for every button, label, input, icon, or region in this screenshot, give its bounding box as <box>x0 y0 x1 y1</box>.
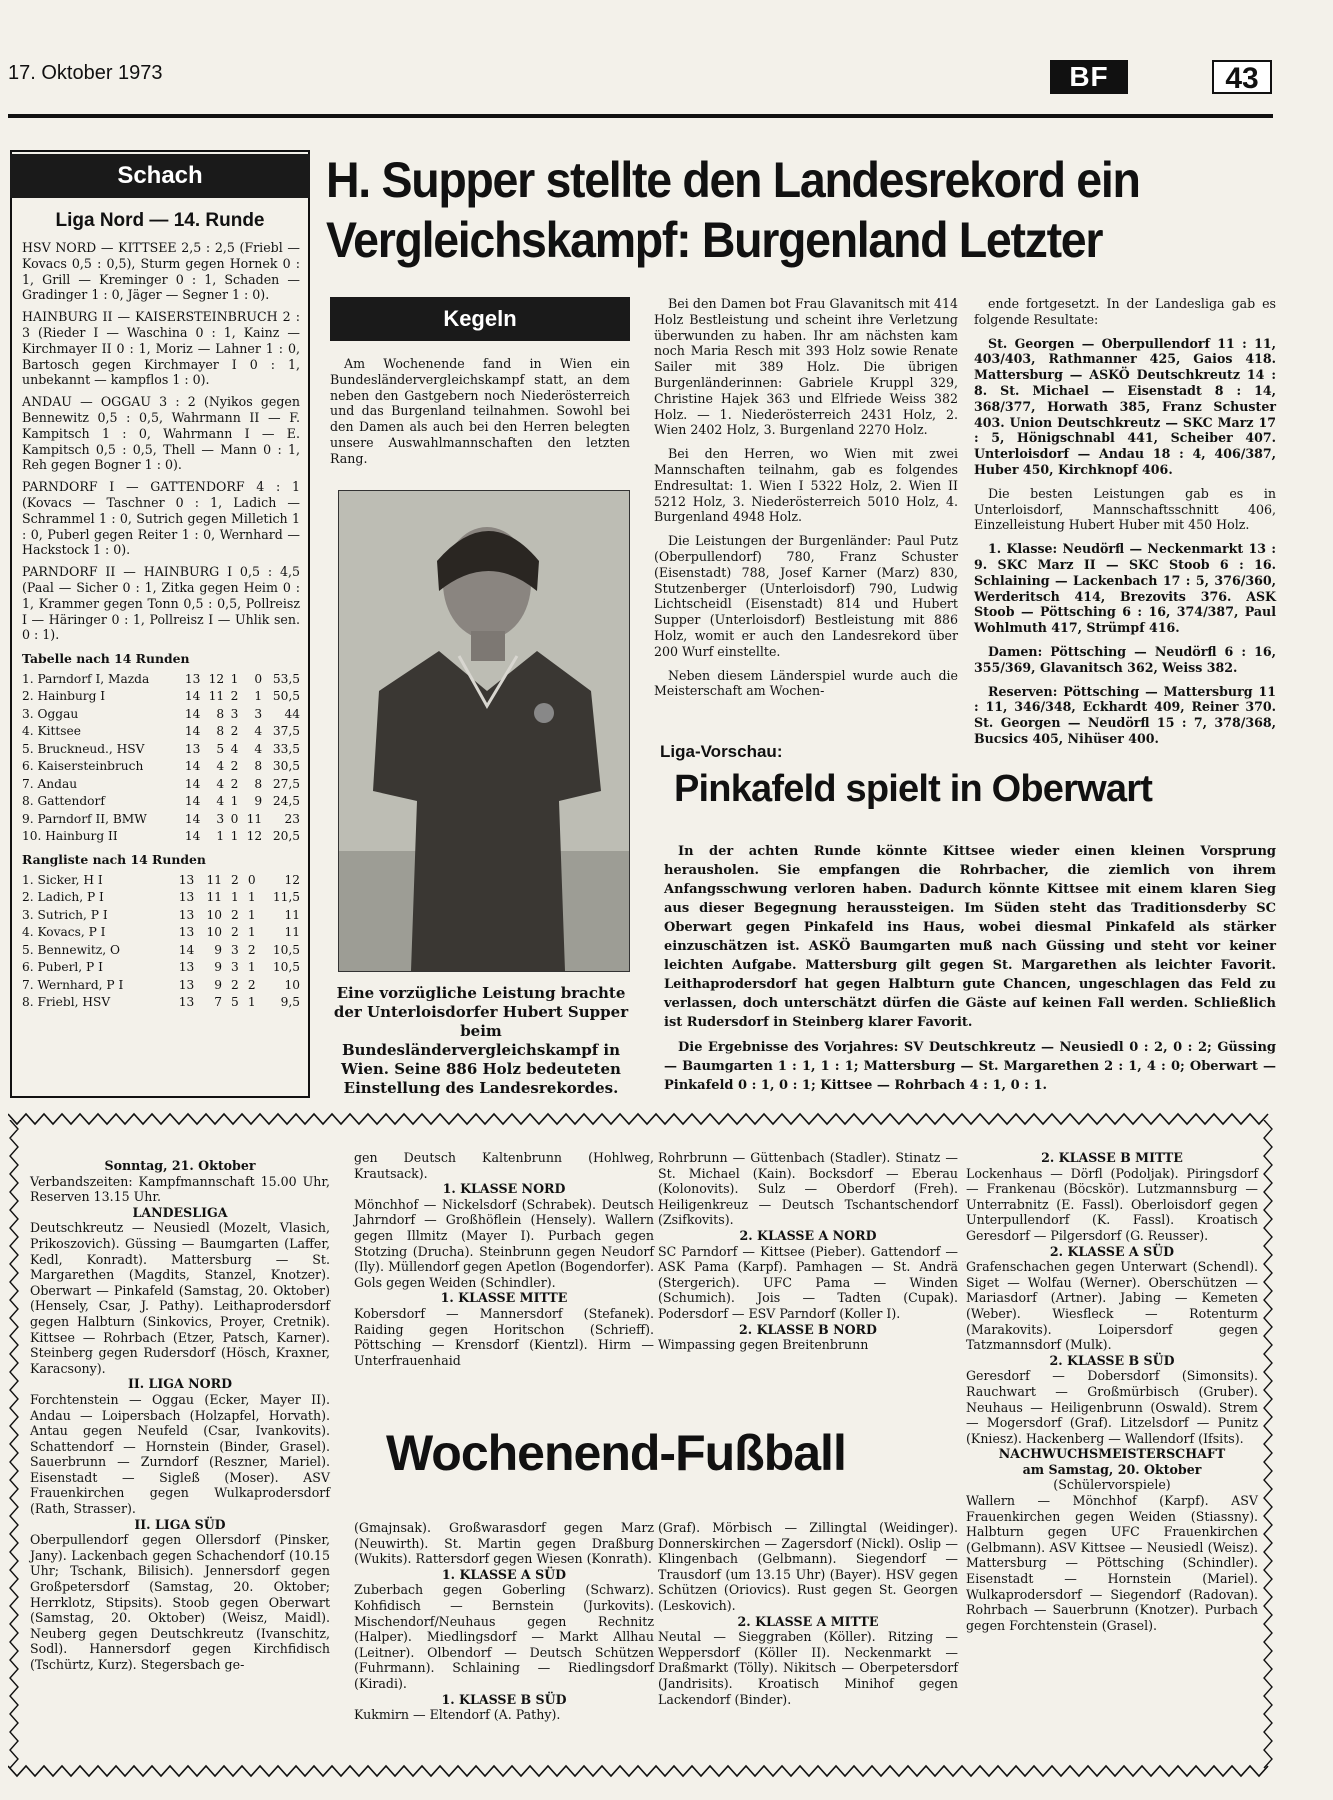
chess-result: PARNDORF II — HAINBURG I 0,5 : 4,5 (Paal — Sicher 0 : 1, Zitka gegen Heim 0 : 1, Krammer gegen Tonn 0,5 : 0,5, Pollreisz I — Häringer 0 : 1, Pollreisz I — Uhlik sen. 0 : 1). <box>22 564 300 643</box>
headline-line-1: H. Supper stellte den Landesrekord ein <box>326 152 1140 208</box>
team-name: 7. Wernhard, P I <box>22 977 124 992</box>
stat-cell: 12 <box>246 829 263 844</box>
stat-cell: 2 <box>230 689 239 704</box>
stat-cell: 2 <box>247 942 256 957</box>
stat-cell: 14 <box>184 759 201 774</box>
preview-results: Die Ergebnisse des Vorjahres: SV Deutschkreutz — Neusiedl 0 : 2, 0 : 2; Güssing — Baumgarten 1 : 1, 1 : 1; Mattersburg — St. Margarethen 2 : 1, 4 : 0; Oberwart — Pinkafeld 0 : 1, 0 : 1; Kittsee — Rohrbach 4 : 1, 0 : 1. <box>664 1040 1276 1093</box>
stat-cell: 27,5 <box>272 776 300 791</box>
league-heading: II. LIGA SÜD <box>134 1516 226 1532</box>
stat-cell: 2 <box>231 977 239 992</box>
league-heading: 2. KLASSE A SÜD <box>1049 1243 1175 1259</box>
ranking-row <box>22 889 300 907</box>
stat-cell: 2 <box>230 759 239 774</box>
stat-cell: 13 <box>178 995 195 1010</box>
ranking-row <box>22 977 300 995</box>
stat-cell: 30,5 <box>272 759 300 774</box>
fixture-list: Mönchhof — Nickelsdorf (Schrabek). Deutsch Jahrndorf — Großhöflein (Hensely). Wallern gegen Illmitz (Mayer I). Purbach gegen Stotzing (Drucha). Steinbrunn gegen Neudorf (Ily). Müllendorf gegen Apetlon (Bogendorfer). Gols gegen Weiden (Schindler). <box>354 1196 654 1290</box>
paragraph: Neben diesem Länderspiel wurde auch die Meisterschaft am Wochen- <box>654 667 958 699</box>
headline-line-2: Vergleichskampf: Burgenland Letzter <box>326 212 1103 268</box>
chess-section-title: Schach <box>10 154 310 198</box>
stat-cell: 0 <box>247 872 256 887</box>
player-photo <box>338 490 630 972</box>
zigzag-border-left <box>8 1120 20 1770</box>
stat-cell: 3 <box>254 706 263 721</box>
stat-cell: 8 <box>216 706 225 721</box>
stat-cell: 11 <box>206 890 223 905</box>
team-name: 5. Bennewitz, O <box>22 942 120 957</box>
stat-cell: 12 <box>284 872 300 887</box>
stat-cell: 1 <box>247 995 256 1010</box>
league-heading: LANDESLIGA <box>132 1204 228 1220</box>
stat-cell: 9,5 <box>280 995 300 1010</box>
stat-cell: 50,5 <box>272 689 300 704</box>
league-heading: II. LIGA NORD <box>127 1376 233 1392</box>
stat-cell: 14 <box>184 724 201 739</box>
standings-row <box>22 671 300 689</box>
league-heading: 2. KLASSE B NORD <box>739 1321 877 1337</box>
stat-cell: 2 <box>231 925 239 940</box>
ranking-row <box>22 994 300 1012</box>
fixture-list: Neutal — Sieggraben (Köller). Ritzing — Weppersdorf (Köller II). Neckenmarkt — Draßmarkt (Tölly). Nikitsch — Oberpetersdorf (Jandrisits). Kroatisch Minihof gegen Lackendorf (Binder). <box>658 1629 958 1707</box>
page-number: 43 <box>1212 60 1272 94</box>
league-heading: 2. KLASSE B SÜD <box>1049 1352 1175 1368</box>
intro-text: Am Wochenende fand in Wien ein Bundesländervergleichskampf statt, an dem neben den Gastgebern noch Niederösterreich und das Burgenland teilnahmen. Sowohl bei den Damen als auch bei den Herren belegten unsere Auswahlmannschaften den letzten Rang. <box>330 356 630 466</box>
stat-cell: 14 <box>184 794 201 809</box>
fixture-list: Kobersdorf — Mannersdorf (Stefanek). Raiding gegen Horitschon (Schrieff). Pöttsching — Krensdorf (Kientzl). Hirm — Unterfrauenhaid <box>354 1305 654 1368</box>
fixture-list: Kukmirn — Eltendorf (A. Pathy). <box>354 1707 561 1723</box>
league-heading: 1. KLASSE MITTE <box>440 1290 568 1306</box>
stat-cell: 13 <box>184 741 201 756</box>
ranking-row <box>22 907 300 925</box>
fixture-list: Deutschkreutz — Neusiedl (Mozelt, Vlasich, Prikoszovich). Güssing — Baumgarten (Laffer, Kedl, Konradt). Mattersburg — St. Margarethen (Magdits, Stanzel, Knotzer). Oberwart — Pinkafeld (Samstag, 20. Oktober) (Hensely, Csar, J. Pathy). Leithaprodersdorf gegen Halbturn (Sinkovics, Proyer, Cretnik). Kittsee — Rohrbach (Etzer, Patsch, Karner). Steinberg gegen Rudersdorf (Hösch, Kraxner, Karacsony). <box>30 1220 330 1376</box>
stat-cell: 2 <box>231 872 239 887</box>
stat-cell: 14 <box>184 829 201 844</box>
stat-cell: 10 <box>284 977 300 992</box>
stat-cell: 10,5 <box>272 942 300 957</box>
standings-row <box>22 741 300 759</box>
paragraph: 1. Klasse: Neudörfl — Neckenmarkt 13 : 9. SKC Marz II — SKC Stoob 6 : 16. Schlaining — Lackenbach 17 : 5, 376/360, Werderitsch 414, Brezovits 376. ASK Stoob — Pöttsching 6 : 16, 374/387, Paul Wohlmuth 417, Strümpf 416. <box>974 541 1276 636</box>
team-name: 6. Kaisersteinbruch <box>22 759 144 774</box>
team-name: 4. Kovacs, P I <box>22 925 106 940</box>
team-name: 1. Sicker, H I <box>22 872 103 887</box>
stat-cell: 11,5 <box>272 890 300 905</box>
stat-cell: 2 <box>230 776 239 791</box>
fixture-list: Grafenschachen gegen Unterwart (Schendl). Siget — Wolfau (Werner). Oberschützen — Mariasdorf (Artner). Jabing — Kemeten (Weber). Wiesfleck — Rotenturm (Marakovits). Loipersdorf gegen Tatzmannsdorf (Mulk). <box>966 1259 1258 1353</box>
ranking-row <box>22 924 300 942</box>
stat-cell: 3 <box>231 942 239 957</box>
stat-cell: 7 <box>214 995 223 1010</box>
stat-cell: 14 <box>184 706 201 721</box>
stat-cell: 9 <box>254 794 263 809</box>
fixtures-column-2-bottom <box>354 1520 654 1723</box>
stat-cell: 1 <box>247 890 256 905</box>
fixture-list: Oberpullendorf gegen Ollersdorf (Pinsker, Jany). Lackenbach gegen Schachendorf (10.15 Uhr; Tschank, Bilisich). Jennersdorf gegen Großpetersdorf (Samstag, 20. Oktober; Herrklotz, Stipsits). Stoob gegen Oberwart (Samstag, 20. Oktober) (Weisz, Maidl). Neuberg gegen Deutschkreutz (Ivanschitz, Sodl). Hannersdorf gegen Kirchfidisch (Tschürtz, Kurz). Stegersbach ge- <box>30 1532 330 1672</box>
paragraph: Bei den Herren, wo Wien mit zwei Mannschaften teilnahm, gab es folgendes Endresultat: 1. Wien I 5322 Holz, 2. Wien II 5212 Holz, 3. Niederösterreich 5010 Holz, 4. Burgenland 4948 Holz. <box>654 446 958 525</box>
stat-cell: 23 <box>284 811 300 826</box>
fixture-list: Wimpassing gegen Breitenbrunn <box>658 1337 869 1353</box>
stat-cell: 14 <box>184 776 201 791</box>
stat-cell: 1 <box>230 794 239 809</box>
fixtures-column-1 <box>30 1158 330 1673</box>
kegeln-section-title: Kegeln <box>330 297 630 341</box>
team-name: 9. Parndorf II, BMW <box>22 811 147 826</box>
stat-cell: 24,5 <box>272 794 300 809</box>
chess-result: HAINBURG II — KAISERSTEINBRUCH 2 : 3 (Rieder I — Waschina 0 : 1, Kainz — Kirchmayer II 0 : 1, Moriz — Lahner 1 : 0, Bartosch gegen Kirchmayer I 0 : 1, unbekannt — kampflos 1 : 0). <box>22 309 300 388</box>
ranking-row <box>22 942 300 960</box>
stat-cell: 13 <box>178 872 195 887</box>
league-heading: 2. KLASSE A NORD <box>739 1227 877 1243</box>
stat-cell: 0 <box>230 811 239 826</box>
kegeln-intro <box>330 356 630 475</box>
team-name: 7. Andau <box>22 776 78 791</box>
paragraph: Damen: Pöttsching — Neudörfl 6 : 16, 355/369, Glavanitsch 362, Weiss 382. <box>974 643 1276 675</box>
league-heading: 1. KLASSE NORD <box>442 1181 566 1197</box>
stat-cell: 13 <box>178 907 195 922</box>
stat-cell: 3 <box>231 960 239 975</box>
standings-row <box>22 758 300 776</box>
paragraph: Reserven: Pöttsching — Mattersburg 11 : 11, 346/348, Eckhardt 409, Reiner 370. St. Georgen — Neudörfl 15 : 7, 378/368, Bucsics 405, Nihüser 400. <box>974 683 1276 746</box>
fixture-list: Forchtenstein — Oggau (Ecker, Mayer II). Andau — Loipersbach (Holzapfel, Horvath). Antau gegen Neufeld (Csar, Ivankovits). Schattendorf — Hornstein (Binder, Grasel). Sauerbrunn — Zurndorf (Reszner, Mariel). Eisenstadt — Sigleß (Moser). ASV Frauenkirchen gegen Wulkaprodersdorf (Rath, Strasser). <box>30 1391 330 1517</box>
zigzag-border-top <box>8 1110 1273 1128</box>
stat-cell: 4 <box>216 759 225 774</box>
standings-row <box>22 706 300 724</box>
chess-round-title: Liga Nord — 14. Runde <box>55 210 265 231</box>
stat-cell: 13 <box>178 977 195 992</box>
stat-cell: 13 <box>184 671 201 686</box>
fixtures-column-2-top <box>354 1150 654 1368</box>
team-name: 4. Kittsee <box>22 724 81 739</box>
stat-cell: 1 <box>254 689 263 704</box>
league-heading: 1. KLASSE B SÜD <box>441 1691 567 1707</box>
chess-result: HSV NORD — KITTSEE 2,5 : 2,5 (Friebl — Kovacs 0,5 : 0,5), Sturm gegen Hornek 0 : 1, Grill — Kreminger 0 : 1, Schaden — Gradinger 1 : 0, Jäger — Segner 1 : 0). <box>22 240 300 303</box>
paragraph: Bei den Damen bot Frau Glavanitsch mit 414 Holz Bestleistung und scheint ihre Verletzung überwunden zu haben. Ihr am nächsten kam noch Maria Resch mit 393 Holz sowie Renate Sailer mit 389 Holz. Die übrigen Burgenländerinnen: Gabriele Kruppl 329, Christine Hajek 363 und Elfriede Weiss 382 Holz. — 1. Niederösterreich 2431 Holz, 2. Wien 2402 Holz, 3. Burgenland 2270 Holz. <box>654 296 958 438</box>
standings-title: Tabelle nach 14 Runden <box>22 651 190 667</box>
stat-cell: 1 <box>231 890 239 905</box>
stat-cell: 10 <box>206 907 223 922</box>
stat-cell: 44 <box>284 706 300 721</box>
standings-row <box>22 811 300 829</box>
paragraph: Die besten Leistungen gab es in Unterloisdorf, Mannschaftsschnitt 406, Einzelleistung Hubert Huber mit 450 Holz. <box>974 485 1276 533</box>
fixture-date: am Samstag, 20. Oktober <box>1022 1461 1202 1477</box>
stat-cell: 9 <box>214 960 223 975</box>
standings-row <box>22 776 300 794</box>
standings-row <box>22 828 300 846</box>
stat-cell: 1 <box>247 960 256 975</box>
stat-cell: 10 <box>206 925 223 940</box>
stat-cell: 11 <box>284 907 300 922</box>
stat-cell: 4 <box>230 741 239 756</box>
kegeln-column-3 <box>974 296 1276 755</box>
stat-cell: 0 <box>254 671 263 686</box>
stat-cell: 9 <box>214 942 223 957</box>
fixture-list: Geresdorf — Dobersdorf (Simonsits). Rauchwart — Großmürbisch (Gruber). Neuhaus — Heiligenbrunn (Oswald). Strem — Mogersdorf (Graf). Litzelsdorf — Punitz (Kniesz). Hackenberg — Wallendorf (Ifsits). <box>966 1368 1258 1446</box>
stat-cell: 5 <box>231 995 239 1010</box>
team-name: 8. Friebl, HSV <box>22 995 111 1010</box>
paragraph: St. Georgen — Oberpullendorf 11 : 11, 403/403, Rathmanner 425, Gaios 418. Mattersburg — ASKÖ Deutschkreutz 14 : 8. St. Michael — Eisenstadt 8 : 14, 368/377, Horwath 385, Franz Schuster 403. Union Deutschkreutz — SKC Marz 17 : 5, Hönigschnabl 441, Scheiber 407. Unterloisdorf — Andau 18 : 4, 406/387, Huber 450, Kirchknopf 406. <box>974 335 1276 477</box>
preview-headline: Pinkafeld spielt in Oberwart <box>674 768 1153 810</box>
zigzag-border-bottom <box>8 1762 1273 1780</box>
stat-cell: 33,5 <box>272 741 300 756</box>
stat-cell: 10,5 <box>272 960 300 975</box>
stat-cell: 14 <box>184 689 201 704</box>
stat-cell: 4 <box>216 794 225 809</box>
stat-cell: 20,5 <box>272 829 300 844</box>
standings-table <box>22 649 300 846</box>
fixture-list: Rohrbrunn — Güttenbach (Stadler). Stinatz — St. Michael (Kain). Bocksdorf — Eberau (Kolonovits). Sulz — Oberdorf (Freh). Heiligenkreuz — Deutsch Tschantschendorf (Zsifkovits). <box>658 1150 958 1228</box>
stat-cell: 2 <box>247 977 256 992</box>
stat-cell: 4 <box>216 776 225 791</box>
chess-body <box>22 240 300 1012</box>
fixture-list: Wallern — Mönchhof (Karpf). ASV Frauenkirchen gegen Weiden (Stiassny). Halbturn gegen UFC Frauenkirchen (Gelbmann). ASV Kittsee — Neusiedl (Weisz). Mattersburg — Pöttsching (Schindler). Eisenstadt — Hornstein (Mariel). Wulkaprodersdorf — Siegendorf (Radovan). Rohrbach — Sauerbrunn (Knotzer). Purbach gegen Forchtenstein (Grasel). <box>966 1493 1258 1633</box>
paragraph: ende fortgesetzt. In der Landesliga gab es folgende Resultate: <box>974 296 1276 327</box>
publication-logo: BF <box>1050 60 1128 94</box>
team-name: 5. Bruckneud., HSV <box>22 741 145 756</box>
stat-cell: 11 <box>246 811 263 826</box>
fixture-list: (Graf). Mörbisch — Zillingtal (Weidinger). Donnerskirchen — Zagersdorf (Nickl). Oslip — Klingenbach (Gelbmann). Siegendorf — Trausdorf (um 13.15 Uhr) (Bayer). HSV gegen Schützen (Oriovics). Rust gegen St. Georgen (Leskovich). <box>658 1520 958 1613</box>
stat-cell: 13 <box>178 960 195 975</box>
zigzag-border-right <box>1262 1120 1274 1770</box>
photo-caption: Eine vorzügliche Leistung brachte der Unterloisdorfer Hubert Supper beim Bundesländervergleichskampf in Wien. Seine 886 Holz bedeuteten Einstellung des Landesrekordes. <box>333 984 629 1097</box>
chess-result: PARNDORF I — GATTENDORF 4 : 1 (Kovacs — Taschner 0 : 1, Ladich — Schrammel 1 : 0, Sutrich gegen Milletich 1 : 0, Puberl gegen Reiter 1 : 0, Wernhard — Hackstock 1 : 0). <box>22 479 300 558</box>
stat-cell: 14 <box>184 811 201 826</box>
fixture-list: gen Deutsch Kaltenbrunn (Hohlweg, Krautsack). <box>354 1150 654 1181</box>
player-illustration <box>339 491 629 971</box>
fixture-date: Sonntag, 21. Oktober <box>104 1158 256 1173</box>
stat-cell: 11 <box>284 925 300 940</box>
paragraph: Die Leistungen der Burgenländer: Paul Putz (Oberpullendorf) 780, Franz Schuster (Eisenstadt) 788, Josef Karner (Marz) 830, Stutzenberger (Unterloisdorf) 790, Ludwig Lichtscheidl (Eisenstadt) 814 und Hubert Supper (Unterloisdorf) Bestleistung mit 886 Holz, womit er auch den Landesrekord über 200 Wurf einstellte. <box>654 533 958 659</box>
team-name: 3. Sutrich, P I <box>22 907 108 922</box>
main-headline <box>326 150 1210 270</box>
fixture-list: Zuberbach gegen Goberling (Schwarz). Kohfidisch — Bernstein (Jurkovits). Mischendorf/Neuhaus gegen Rechnitz (Halper). Miedlingsdorf — Markt Allhau (Leitner). Olbendorf — Deutsch Schützen (Fuhrmann). Schlaining — Riedlingsdorf (Kiradi). <box>354 1582 654 1691</box>
stat-cell: 4 <box>254 724 263 739</box>
fixture-note: (Schülervorspiele) <box>1053 1477 1171 1493</box>
preview-kicker: Liga-Vorschau: <box>660 742 783 761</box>
stat-cell: 2 <box>230 724 239 739</box>
league-heading: 2. KLASSE A MITTE <box>737 1613 879 1629</box>
ranking-table <box>22 850 300 1012</box>
team-name: 1. Parndorf I, Mazda <box>22 671 150 686</box>
stat-cell: 53,5 <box>272 671 300 686</box>
fixture-times: Verbandszeiten: Kampfmannschaft 15.00 Uhr, Reserven 13.15 Uhr. <box>30 1173 330 1205</box>
fixtures-column-4 <box>966 1150 1258 1633</box>
header-rule <box>8 114 1273 118</box>
standings-row <box>22 793 300 811</box>
kegeln-column-2 <box>654 296 958 707</box>
standings-row <box>22 723 300 741</box>
team-name: 2. Ladich, P I <box>22 890 104 905</box>
stat-cell: 2 <box>231 907 239 922</box>
fixture-list: Lockenhaus — Dörfl (Podoljak). Piringsdorf — Frankenau (Böcskör). Lutzmannsburg — Unterrabnitz (E. Fassl). Oberloisdorf gegen Unterpullendorf (K. Fassl). Kroatisch Geresdorf — Pilgersdorf (G. Reusser). <box>966 1165 1258 1243</box>
team-name: 8. Gattendorf <box>22 794 105 809</box>
stat-cell: 14 <box>178 942 195 957</box>
stat-cell: 9 <box>214 977 223 992</box>
fixtures-column-3-bottom <box>658 1520 958 1707</box>
preview-body: In der achten Runde könnte Kittsee wieder einen kleinen Vorsprung herausholen. Sie empfangen die Rohrbacher, die ziemlich von ihrem Anfangsschwung verloren haben. Dadurch könnte Kittsee mit einem klaren Sieg aus dieser Begegnung heraussteigen. Im Süden steht das Traditionsderby SC Oberwart gegen Pinkafeld ins Haus, wobei diesmal Pinkafeld als stärker einzuschätzen ist. ASKÖ Baumgarten muß nach Güssing und steht vor keiner leichten Aufgabe. Mattersburg gilt gegen St. Margarethen als leichter Favorit. Leithaprodersdorf hat gegen Halbturn gute Chancen, ungeschlagen das Feld zu verlassen, doch unterschätzt dürfen die Gäste auf keinen Fall werden. Schließlich ist Rudersdorf in Steinberg klarer Favorit. <box>664 844 1276 1030</box>
league-heading: NACHWUCHSMEISTERSCHAFT <box>998 1446 1226 1462</box>
stat-cell: 11 <box>208 689 225 704</box>
football-headline: Wochenend-Fußball <box>386 1425 846 1481</box>
fixtures-column-3-top <box>658 1150 958 1353</box>
stat-cell: 8 <box>254 776 263 791</box>
league-heading: 2. KLASSE B MITTE <box>1041 1150 1183 1165</box>
issue-date: 17. Oktober 1973 <box>8 62 163 84</box>
stat-cell: 3 <box>216 811 225 826</box>
stat-cell: 4 <box>254 741 263 756</box>
ranking-row <box>22 959 300 977</box>
stat-cell: 12 <box>208 671 225 686</box>
stat-cell: 3 <box>230 706 239 721</box>
stat-cell: 8 <box>254 759 263 774</box>
team-name: 10. Hainburg II <box>22 829 118 844</box>
stat-cell: 1 <box>230 671 239 686</box>
team-name: 6. Puberl, P I <box>22 960 103 975</box>
stat-cell: 5 <box>216 741 225 756</box>
team-name: 3. Oggau <box>22 706 79 721</box>
stat-cell: 37,5 <box>272 724 300 739</box>
stat-cell: 1 <box>247 907 256 922</box>
stat-cell: 13 <box>178 925 195 940</box>
standings-row <box>22 688 300 706</box>
stat-cell: 8 <box>216 724 225 739</box>
stat-cell: 13 <box>178 890 195 905</box>
ranking-title: Rangliste nach 14 Runden <box>22 851 206 867</box>
stat-cell: 1 <box>247 925 256 940</box>
stat-cell: 1 <box>230 829 239 844</box>
stat-cell: 11 <box>206 872 223 887</box>
stat-cell: 1 <box>216 829 225 844</box>
ranking-row <box>22 872 300 890</box>
league-heading: 1. KLASSE A SÜD <box>441 1566 567 1582</box>
team-name: 2. Hainburg I <box>22 689 106 704</box>
chess-result: ANDAU — OGGAU 3 : 2 (Nyikos gegen Bennewitz 0,5 : 0,5, Wahrmann II — F. Kampitsch 1 : 0, Wahrmann I — E. Kampitsch 0,5 : 0,5, Thell — Mann 0 : 1, Reh gegen Bogner 1 : 0). <box>22 394 300 473</box>
fixture-list: SC Parndorf — Kittsee (Pieber). Gattendorf — ASK Pama (Karpf). Pamhagen — St. Andrä (Stergerich). UFC Pama — Winden (Schumich). Jois — Tadten (Cupak). Podersdorf — ESV Parndorf (Koller I). <box>658 1243 958 1321</box>
fixture-list: (Gmajnsak). Großwarasdorf gegen Marz (Neuwirth). St. Martin gegen Draßburg (Wukits). Rattersdorf gegen Wiesen (Konrath). <box>354 1520 654 1567</box>
